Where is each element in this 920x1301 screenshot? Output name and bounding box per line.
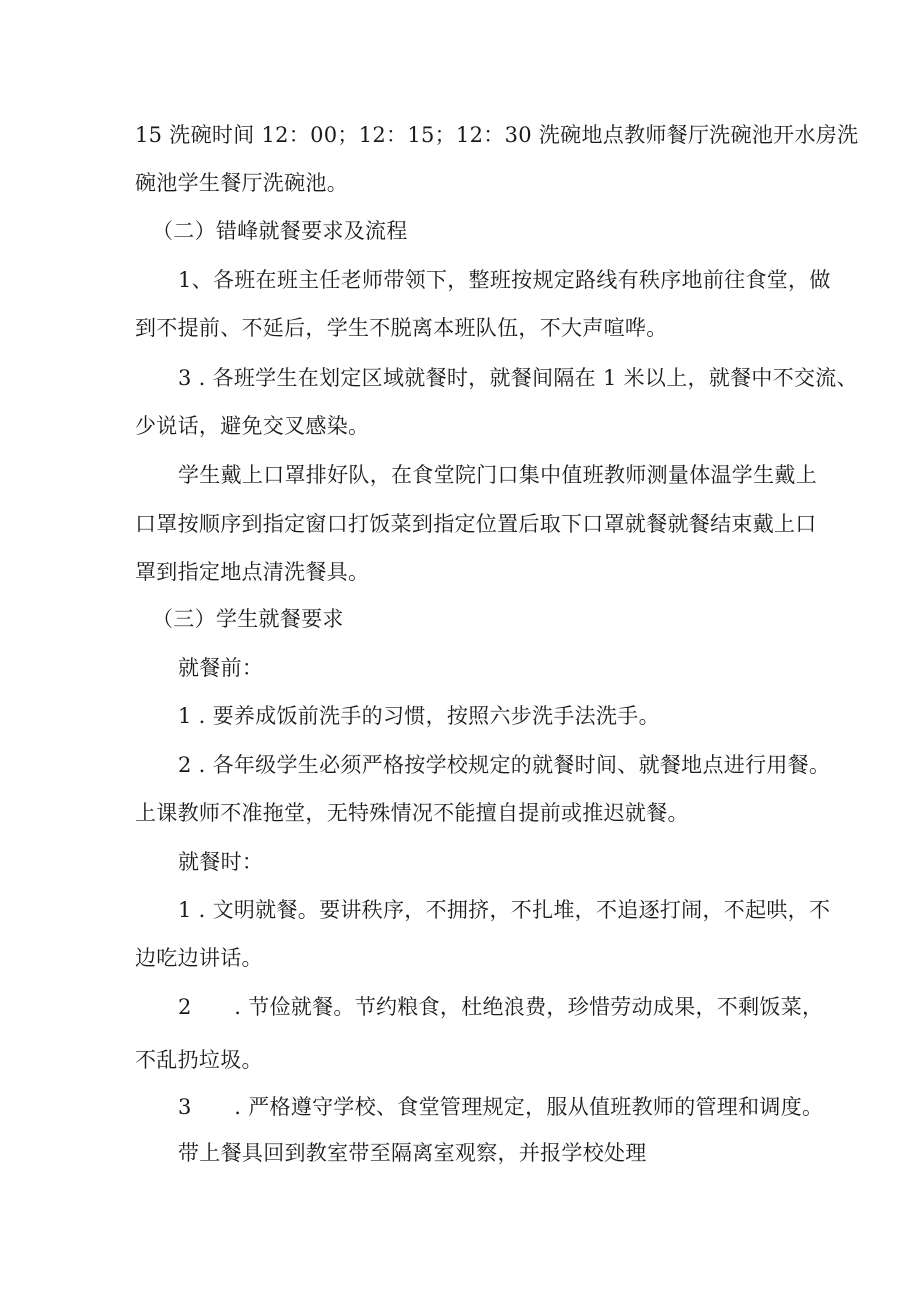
paragraph-line: 带上餐具回到教室带至隔离室观察，并报学校处理 (178, 1141, 647, 1165)
paragraph-line: 1 . 要养成饭前洗手的习惯，按照六步洗手法洗手。 (178, 704, 660, 728)
section-heading: （二）错峰就餐要求及流程 (152, 219, 408, 243)
paragraph-line: 15 洗碗时间 12：00；12：15；12：30 洗碗地点教师餐厅洗碗池开水房洗 (135, 123, 859, 147)
paragraph-line: 不乱扔垃圾。 (135, 1048, 263, 1072)
subheading: 就餐时： (178, 850, 264, 874)
paragraph-line: 学生戴上口罩排好队，在食堂院门口集中值班教师测量体温学生戴上 (178, 463, 817, 487)
paragraph-line: 罩到指定地点清洗餐具。 (135, 560, 370, 584)
paragraph-line: 边吃边讲话。 (135, 946, 263, 970)
section-heading: （三）学生就餐要求 (152, 607, 344, 631)
paragraph-line: 口罩按顺序到指定窗口打饭菜到指定位置后取下口罩就餐就餐结束戴上口 (135, 512, 817, 536)
paragraph-line: 1、各班在班主任老师带领下，整班按规定路线有秩序地前往食堂，做 (178, 268, 831, 292)
paragraph-line: 3 . 各班学生在划定区域就餐时，就餐间隔在 1 米以上，就餐中不交流、 (178, 366, 858, 390)
paragraph-line: 2 . 节俭就餐。节约粮食，杜绝浪费，珍惜劳动成果，不剩饭菜， (178, 995, 824, 1019)
paragraph-line: 少说话，避免交叉感染。 (135, 414, 370, 438)
subheading: 就餐前： (178, 656, 264, 680)
paragraph-line: 碗池学生餐厅洗碗池。 (135, 171, 348, 195)
paragraph-line: 上课教师不准拖堂，无特殊情况不能擅自提前或推迟就餐。 (135, 801, 689, 825)
paragraph-line: 2 . 各年级学生必须严格按学校规定的就餐时间、就餐地点进行用餐。 (178, 753, 831, 777)
paragraph-line: 1 . 文明就餐。要讲秩序，不拥挤，不扎堆，不追逐打闹，不起哄，不 (178, 898, 831, 922)
paragraph-line: 到不提前、不延后，学生不脱离本班队伍，不大声喧哗。 (135, 316, 668, 340)
paragraph-line: 3 . 严格遵守学校、食堂管理规定，服从值班教师的管理和调度。 (178, 1095, 824, 1119)
